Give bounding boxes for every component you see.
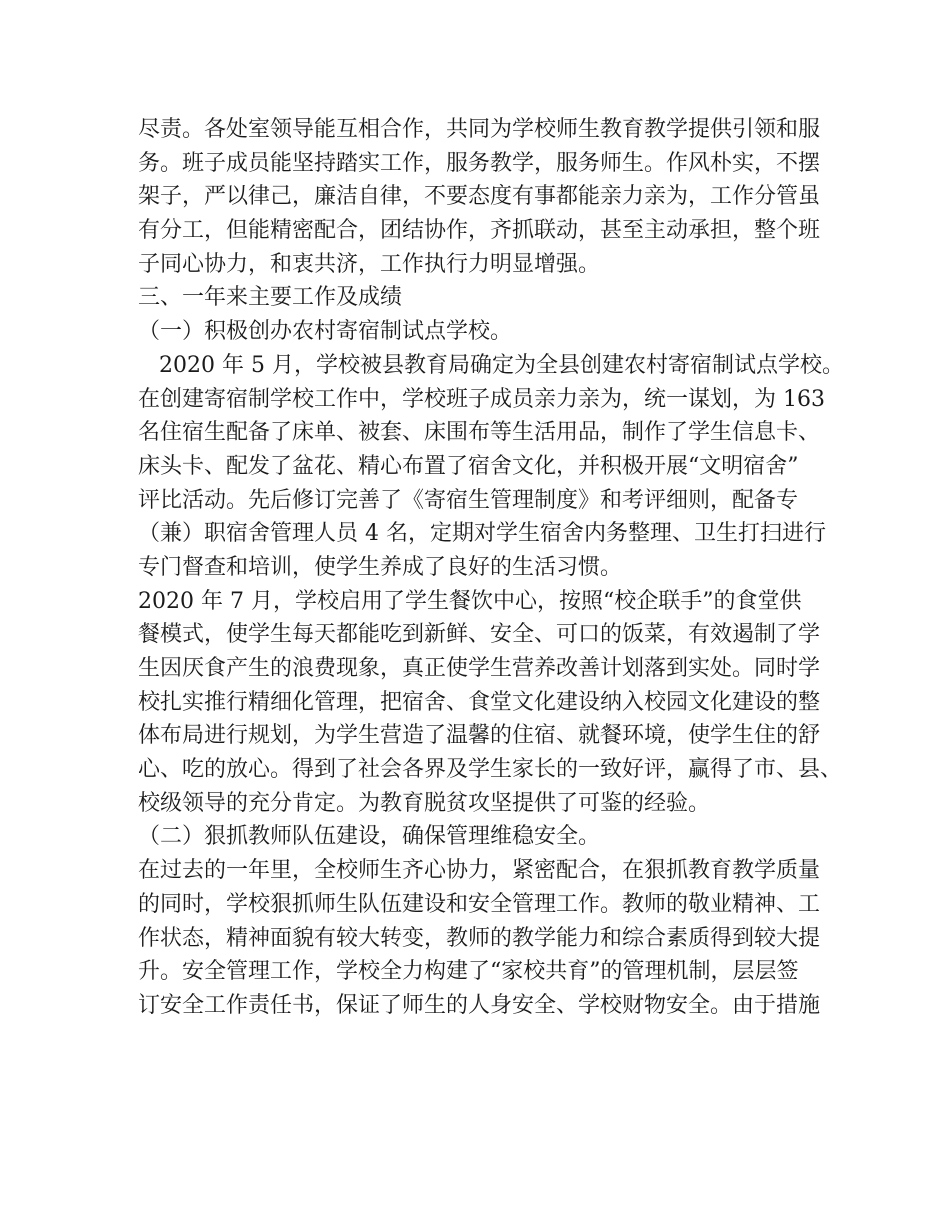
text-line: 在创建寄宿制学校工作中，学校班子成员亲力亲为，统一谋划，为 163 [138,386,825,412]
text-line: 在过去的一年里，全校师生齐心协力，紧密配合，在狠抓教育教学质量 [138,858,821,884]
text-line: 2020 年 5 月，学校被县教育局确定为全县创建农村寄宿制试点学校。 [138,352,844,378]
text-line: 专门督查和培训，使学生养成了良好的生活习惯。 [138,554,623,580]
text-line: 餐模式，使学生每天都能吃到新鲜、安全、可口的饭菜，有效遏制了学 [138,622,821,648]
text-line: 子同心协力，和衷共济，工作执行力明显增强。 [138,251,601,277]
text-line: 校级领导的充分肯定。为教育脱贫攻坚提供了可鉴的经验。 [138,790,711,816]
text-line: 评比活动。先后修订完善了《寄宿生管理制度》和考评细则，配备专 [138,487,799,513]
text-line: 名住宿生配备了床单、被套、床围布等生活用品，制作了学生信息卡、 [138,420,821,446]
text-line: 尽责。各处室领导能互相合作，共同为学校师生教育教学提供引领和服 [138,117,821,142]
text-line: 生因厌食产生的浪费现象，真正使学生营养改善计划落到实处。同时学 [138,656,821,681]
text-line: 有分工，但能精密配合，团结协作，齐抓联动，甚至主动承担，整个班 [138,218,821,244]
text-line: 升。安全管理工作，学校全力构建了“家校共育”的管理机制，层层签 [138,959,799,985]
subsection-heading: （一）积极创办农村寄宿制试点学校。 [138,319,513,345]
text-line: 床头卡、配发了盆花、精心布置了宿舍文化，并积极开展“文明宿舍” [138,453,799,479]
text-line: 2020 年 7 月，学校启用了学生餐饮中心，按照“校企联手”的食堂供 [138,588,802,614]
subsection-heading: （二）狠抓教师队伍建设，确保管理维稳安全。 [138,824,601,850]
text-line: 的同时，学校狠抓师生队伍建设和安全管理工作。教师的敬业精神、工 [138,891,821,917]
text-line: 架子，严以律己，廉洁自律，不要态度有事都能亲力亲为，工作分管虽 [138,184,821,210]
text-line: 订安全工作责任书，保证了师生的人身安全、学校财物安全。由于措施 [138,992,821,1018]
text-line: 校扎实推行精细化管理，把宿舍、食堂文化建设纳入校园文化建设的整 [138,689,821,715]
document-body [138,113,844,1023]
text-line: （兼）职宿舍管理人员 4 名，定期对学生宿舍内务整理、卫生打扫进行 [138,521,826,547]
text-line: 务。班子成员能坚持踏实工作，服务教学，服务师生。作风朴实，不摆 [138,150,821,176]
section-heading: 三、一年来主要工作及成绩 [138,285,403,311]
text-line: 心、吃的放心。得到了社会各界及学生家长的一致好评，赢得了市、县、 [138,757,843,783]
text-line: 体布局进行规划，为学生营造了温馨的住宿、就餐环境，使学生住的舒 [138,723,821,749]
text-line: 作状态，精神面貌有较大转变，教师的教学能力和综合素质得到较大提 [138,925,821,951]
